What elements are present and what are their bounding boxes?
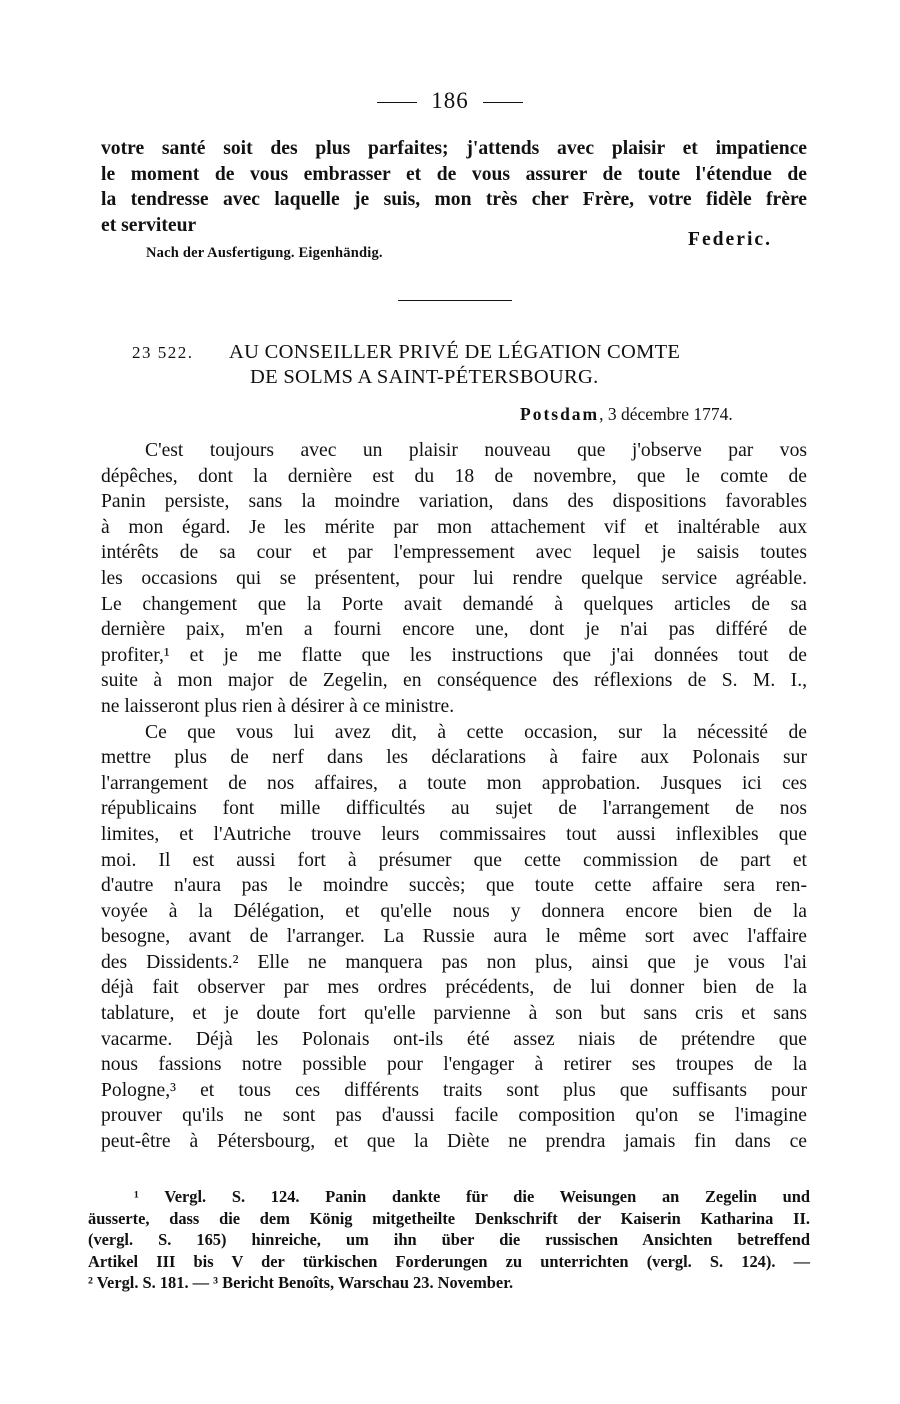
letter-body <box>101 438 807 1155</box>
text-line: d'autre n'aura pas le moindre succès; que toute cette affaire sera ren- <box>101 875 807 897</box>
text-line: déjà fait observer par mes ordres précédents, de lui donner bien de la <box>101 977 807 999</box>
text-line: tablature, et je doute fort qu'elle parvienne à son but sans cris et sans <box>101 1003 807 1025</box>
document-number: 23 522. <box>132 343 194 362</box>
text-line: dépêches, dont la dernière est du 18 de novembre, que le comte de <box>101 465 807 487</box>
text-line: dernière paix, m'en a fourni encore une, dont je n'ai pas différé de <box>101 619 807 641</box>
text-line: les occasions qui se présentent, pour lui rendre quelque service agréable. <box>101 567 807 589</box>
text-line: l'arrangement de nos affaires, a toute mon approbation. Jusques ici ces <box>101 772 807 794</box>
section-separator <box>398 300 512 301</box>
header-dash-left <box>377 102 417 103</box>
letter-continuation <box>101 136 807 238</box>
text-line: Panin persiste, sans la moindre variation, dans des dispositions favorables <box>101 491 807 513</box>
text-line: la tendresse avec laquelle je suis, mon très cher Frère, votre fidèle frère <box>101 189 807 211</box>
text-line: peut-être à Pétersbourg, et que la Diète ne prendra jamais fin dans ce <box>101 1131 807 1153</box>
source-note: Nach der Ausfertigung. Eigenhändig. <box>146 245 383 261</box>
footnote-line: Artikel III bis V der türkischen Forderungen zu unterrichten (vergl. S. 124). — <box>88 1251 810 1271</box>
text-line: votre santé soit des plus parfaites; j'attends avec plaisir et impatience <box>101 138 807 159</box>
place-date <box>520 404 733 425</box>
header-dash-right <box>483 102 523 103</box>
text-line: à mon égard. Je les mérite par mon attachement vif et inaltérable aux <box>101 516 807 538</box>
text-line: suite à mon major de Zegelin, en conséquence des réflexions de S. M. I., <box>101 670 807 692</box>
text-line: moi. Il est aussi fort à présumer que cette commission de part et <box>101 849 807 871</box>
text-line: voyée à la Délégation, et qu'elle nous y donnera encore bien de la <box>101 900 807 922</box>
text-line: républicains font mille difficultés au sujet de l'arrangement de nos <box>101 798 807 820</box>
text-line: limites, et l'Autriche trouve leurs commissaires tout aussi inflexibles que <box>101 823 807 845</box>
text-line: besogne, avant de l'arranger. La Russie aura le même sort avec l'affaire <box>101 926 807 948</box>
text-line: vacarme. Déjà les Polonais ont-ils été assez niais de prétendre que <box>101 1028 807 1050</box>
footnotes <box>88 1186 810 1294</box>
document-heading <box>229 340 680 390</box>
text-line: profiter,¹ et je me flatte que les instructions que j'ai données tout de <box>101 644 807 666</box>
text-line: intérêts de sa cour et par l'empressement avec lequel je saisis toutes <box>101 542 807 564</box>
footnote-line: (vergl. S. 165) hinreiche, um ihn über die russischen Ansichten betreffend <box>88 1230 810 1250</box>
text-line: Ce que vous lui avez dit, à cette occasion, sur la nécessité de <box>145 721 807 743</box>
text-line: C'est toujours avec un plaisir nouveau que j'observe par vos <box>145 440 807 461</box>
date: , 3 décembre 1774. <box>599 404 733 424</box>
text-line: prouver qu'ils ne sont pas d'aussi facile composition qu'on se l'imagine <box>101 1105 807 1127</box>
footnote-line: ² Vergl. S. 181. — ³ Bericht Benoîts, Warschau 23. November. <box>88 1273 514 1293</box>
heading-line: AU CONSEILLER PRIVÉ DE LÉGATION COMTE <box>229 341 681 363</box>
page-number: 186 <box>431 88 469 113</box>
text-line: et serviteur <box>101 214 197 236</box>
footnote-line: ¹ Vergl. S. 124. Panin dankte für die Weisungen an Zegelin und <box>134 1187 810 1206</box>
place: Potsdam <box>520 404 600 424</box>
text-line: des Dissidents.² Elle ne manquera pas non plus, ainsi que je vous l'ai <box>101 951 807 973</box>
signature: Federic. <box>688 229 772 250</box>
footnote-line: äusserte, dass die dem König mitgetheilte Denkschrift der Kaiserin Katharina II. <box>88 1208 810 1228</box>
text-line: nous fassions notre possible pour l'engager à retirer ses troupes de la <box>101 1054 807 1076</box>
text-line: Le changement que la Porte avait demandé à quelques articles de sa <box>101 593 807 615</box>
page-header <box>0 88 900 114</box>
text-line: mettre plus de nerf dans les déclarations à faire aux Polonais sur <box>101 747 807 769</box>
heading-line: DE SOLMS A SAINT-PÉTERSBOURG. <box>250 366 599 388</box>
text-line: ne laisseront plus rien à désirer à ce ministre. <box>101 695 455 717</box>
text-line: Pologne,³ et tous ces différents traits sont plus que suffisants pour <box>101 1079 807 1101</box>
text-line: le moment de vous embrasser et de vous assurer de toute l'étendue de <box>101 163 807 185</box>
